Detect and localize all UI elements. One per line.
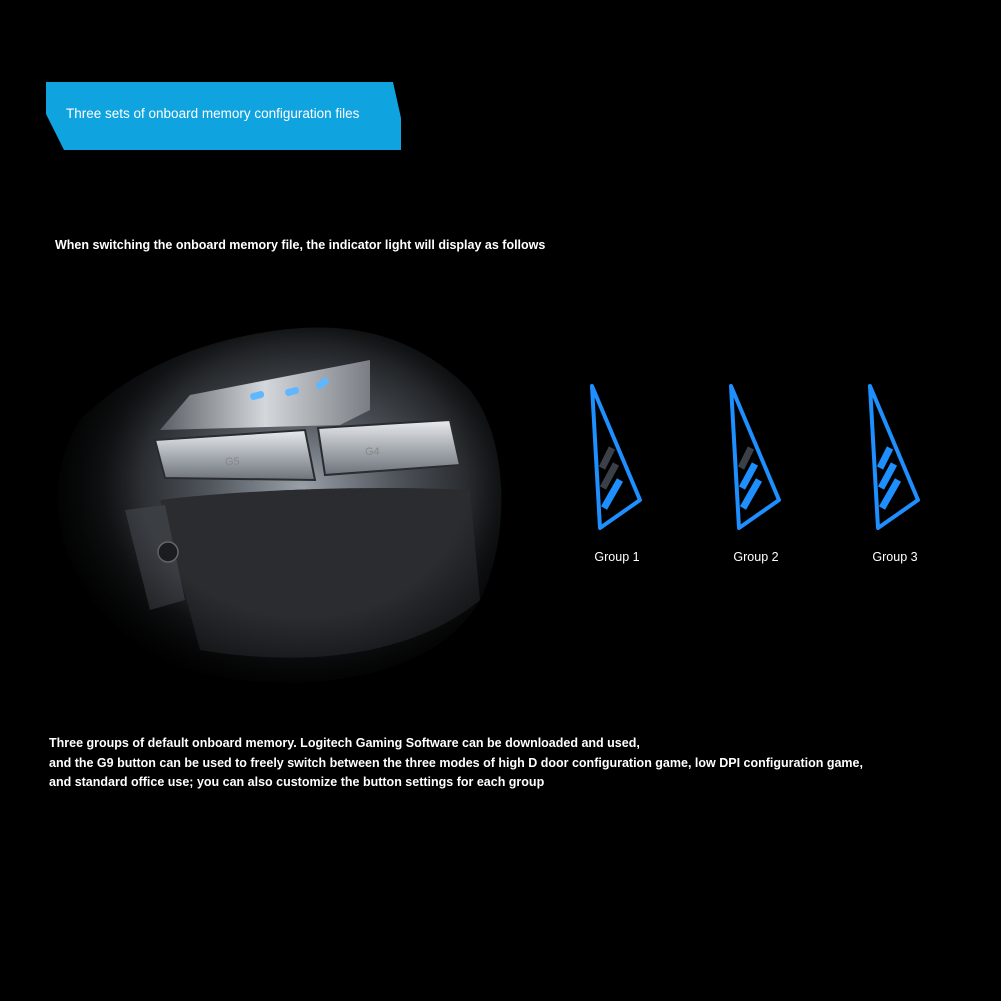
indicator-triangle-icon — [721, 380, 791, 540]
group-label: Group 2 — [733, 550, 779, 564]
description-line: and the G9 button can be used to freely switch between the three modes of high D door configuration game, low DPI configuration game, — [49, 755, 863, 770]
group-label: Group 1 — [594, 550, 640, 564]
description-line: and standard office use; you can also customize the button settings for each group — [49, 775, 545, 789]
indicator-triangle-icon — [860, 380, 930, 540]
triangle-outline — [731, 386, 779, 528]
description-line: Three groups of default onboard memory. Logitech Gaming Software can be downloaded and used, — [49, 736, 640, 750]
group-indicator-3 — [860, 380, 930, 580]
triangle-outline — [870, 386, 918, 528]
mouse-image — [40, 300, 520, 700]
triangle-outline — [592, 386, 640, 528]
description — [49, 734, 863, 793]
group-indicator-1 — [582, 380, 652, 580]
stripe-lit — [880, 448, 890, 468]
header-banner — [46, 82, 401, 150]
stripe-off — [602, 448, 612, 468]
indicator-triangle-icon — [582, 380, 652, 540]
stripe-off — [741, 448, 751, 468]
group-label: Group 3 — [872, 550, 918, 564]
banner-title: Three sets of onboard memory configuration files — [66, 106, 360, 121]
group-indicator-2 — [721, 380, 791, 580]
section-subtitle: When switching the onboard memory file, the indicator light will display as follows — [55, 238, 546, 252]
